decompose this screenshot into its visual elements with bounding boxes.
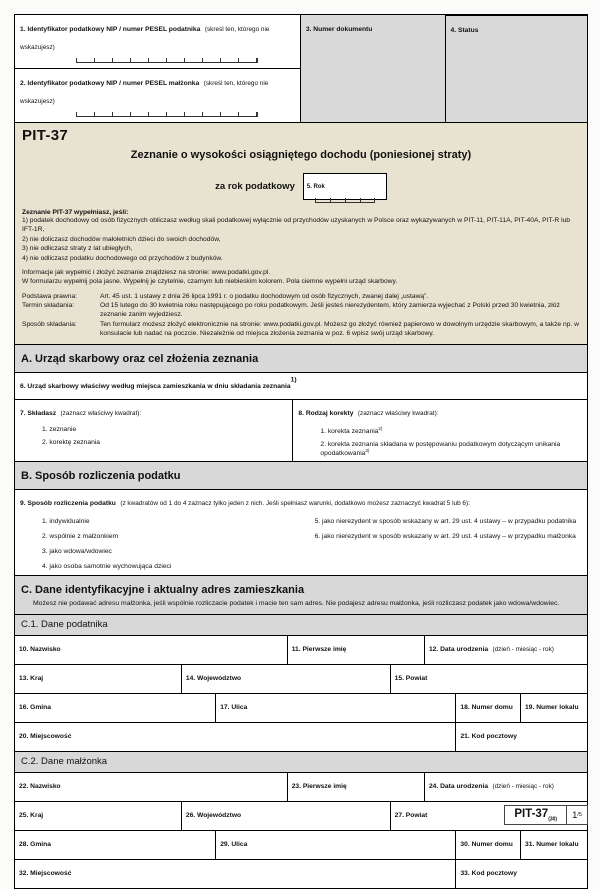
field-2-nip-pesel-malzonka[interactable] (15, 68, 300, 122)
field-16-label: 16. Gmina (19, 704, 51, 712)
field-8-option-korekta[interactable] (320, 426, 582, 435)
field-9-option-nierezydent-malzonek[interactable]: 6. jako nierezydent w sposób wskazany w art. 29 ust. 4 ustawy – w przypadku małżonka (314, 532, 576, 540)
instruction-item-3: 3) nie odliczasz straty z lat ubiegłych, (22, 245, 133, 253)
field-9-hint: (z kwadratów od 1 do 4 zaznacz tylko jeden z nich. Jeśli spełniasz warunki, dodatkowo możesz zaznaczyć kwadrat 5 lub 6): (120, 499, 470, 507)
field-7-option-zeznanie[interactable]: 1. zeznanie (42, 425, 77, 433)
field-21-label: 21. Kod pocztowy (460, 733, 517, 741)
field-2-label: 2. Identyfikator podatkowy NIP / numer PESEL małżonka (20, 80, 200, 87)
field-24-data-urodzenia[interactable] (424, 773, 587, 801)
section-b-header (15, 461, 587, 489)
footer-page-box (567, 805, 588, 825)
c1-row-1 (15, 635, 587, 664)
instruction-item-2: 2) nie doliczasz dochodów małoletnich dzieci do swoich dochodów, (22, 235, 221, 243)
field-28-gmina[interactable] (15, 831, 215, 859)
field-8-option-1-footnote-ref: 2) (378, 425, 383, 431)
field-27-label: 27. Powiat (394, 812, 428, 820)
field-6-urzad-skarbowy[interactable] (15, 372, 587, 399)
field-33-kod-pocztowy[interactable] (455, 860, 587, 888)
field-26-wojewodztwo[interactable] (181, 802, 390, 830)
field-3-numer-dokumentu (300, 15, 445, 122)
field-12-hint: (dzień - miesiąc - rok) (492, 646, 554, 654)
info-line-2: W formularzu wypełnij pola jasne. Wypełnij je czytelnie, czarnym lub niebieskim kolorem. Pola ciemne wypełni urząd skarbowy. (22, 278, 398, 286)
field-9-option-wspolnie[interactable]: 2. wspólnie z małżonkiem (42, 532, 119, 540)
taxpayer-ids-column (15, 15, 300, 122)
section-c-header (15, 575, 587, 615)
c2-row-1 (15, 772, 587, 801)
field-23-pierwsze-imie[interactable] (287, 773, 424, 801)
field-9-option-wdowa[interactable]: 3. jako wdowa/wdowiec (42, 547, 112, 555)
field-9-options-columns (20, 510, 582, 570)
field-11-pierwsze-imie[interactable] (287, 636, 424, 664)
field-30-numer-domu[interactable] (455, 831, 520, 859)
field-24-label: 24. Data urodzenia (428, 783, 489, 791)
field-7-option-korekta[interactable]: 2. korektę zeznania (42, 438, 100, 446)
form-outline (14, 14, 588, 889)
field-11-label: 11. Pierwsze imię (291, 646, 347, 654)
legal-block (22, 292, 580, 339)
section-c2-header: C.2. Dane małżonka (15, 751, 587, 772)
field-8-hint: (zaznacz właściwy kwadrat): (357, 409, 439, 417)
field-32-label: 32. Miejscowość (19, 870, 72, 878)
field-12-label: 12. Data urodzenia (428, 646, 489, 654)
legal-text: Od 15 lutego do 30 kwietnia roku następującego po roku podatkowym. Jeśli jesteś nierezydentem, który zamierza wyjechać z Polski przed 30 kwietnia, złóż zeznanie zanim wyjedziesz. (100, 302, 560, 319)
field-30-label: 30. Numer domu (460, 841, 513, 849)
field-1-hint: (skreśl ten, którego nie wskazujesz) (20, 26, 270, 51)
field-12-data-urodzenia[interactable] (424, 636, 587, 664)
field-18-numer-domu[interactable] (455, 694, 520, 722)
footer-form-code-box (504, 805, 567, 825)
c1-row-3 (15, 693, 587, 722)
field-14-wojewodztwo[interactable] (181, 665, 390, 693)
field-1-label: 1. Identyfikator podatkowy NIP / numer PESEL podatnika (20, 26, 201, 33)
field-3-label: 3. Numer dokumentu (305, 26, 373, 33)
c2-row-4 (15, 859, 587, 888)
field-15-label: 15. Powiat (394, 675, 428, 683)
section-a-header (15, 344, 587, 372)
field-13-kraj[interactable] (15, 665, 181, 693)
field-10-label: 10. Nazwisko (19, 646, 61, 654)
field-9-option-samotnie[interactable]: 4. jako osoba samotnie wychowująca dzieci (42, 562, 172, 570)
field-31-numer-lokalu[interactable] (520, 831, 587, 859)
field-7-skladasz (15, 400, 292, 461)
field-15-powiat[interactable] (390, 665, 587, 693)
field-19-label: 19. Numer lokalu (525, 704, 579, 712)
field-9-options-right (293, 510, 582, 570)
field-20-label: 20. Miejscowość (19, 733, 72, 741)
instructions-intro: Zeznanie PIT-37 wypełniasz, jeśli: (22, 209, 129, 216)
field-2-digit-comb[interactable] (76, 112, 258, 117)
footer-page-number: 1 (572, 809, 578, 821)
section-c1-header: C.1. Dane podatnika (15, 614, 587, 635)
c2-row-3 (15, 830, 587, 859)
field-22-nazwisko[interactable] (15, 773, 287, 801)
field-18-label: 18. Numer domu (460, 704, 513, 712)
field-9-option-nierezydent-podatnik[interactable]: 5. jako nierezydent w sposób wskazany w art. 29 ust. 4 ustawy – w przypadku podatnika (314, 517, 577, 525)
field-26-label: 26. Województwo (185, 812, 242, 820)
field-8-option-2-footnote-ref: 3) (365, 447, 370, 453)
c1-row-4 (15, 722, 587, 751)
field-1-nip-pesel-podatnika[interactable] (15, 15, 300, 68)
field-17-ulica[interactable] (215, 694, 455, 722)
field-8-label: 8. Rodzaj korekty (298, 409, 354, 417)
page-footer (504, 805, 588, 825)
footer-form-code: PIT-37 (514, 808, 549, 820)
field-4-status (445, 15, 587, 122)
field-28-label: 28. Gmina (19, 841, 51, 849)
tax-year-row (22, 173, 580, 200)
field-33-label: 33. Kod pocztowy (460, 870, 517, 878)
field-13-label: 13. Kraj (19, 675, 44, 683)
field-8-option-2-text: 2. korekta zeznania składana w postępowaniu podatkowym dotyczącym unikania opodatkowania (320, 440, 561, 457)
legal-label: Podstawa prawna: (22, 292, 78, 300)
footer-form-variant: (30) (548, 816, 558, 823)
field-5-digit-comb[interactable] (315, 198, 375, 203)
field-5-rok[interactable] (303, 173, 387, 200)
field-8-option-1-text: 1. korekta zeznania (320, 427, 379, 435)
field-21-kod-pocztowy[interactable] (455, 723, 587, 751)
field-7-hint: (zaznacz właściwy kwadrat): (60, 409, 142, 417)
field-8-option-korekta-unikanie[interactable] (320, 441, 582, 457)
field-32-miejscowosc[interactable] (15, 860, 455, 888)
legal-row-sposob-skladania (22, 320, 580, 339)
field-9-option-indywidualnie[interactable]: 1. indywidualnie (42, 517, 90, 525)
legal-text: Ten formularz możesz złożyć elektronicznie na stronie: www.podatki.gov.pl. Możesz go złożyć również papierowo w dowolnym urzędzie skarbowym, a także np. w konsulacie lub nadać na poczcie. Niezależnie od miejsca złożenia zeznania w poz. 6 wpisz swój urząd skarbowy. (100, 320, 579, 338)
c2-row-2 (15, 801, 587, 830)
info-block (22, 268, 580, 287)
field-9-sposob-rozliczenia (15, 489, 587, 575)
field-20-miejscowosc[interactable] (15, 723, 455, 751)
section-a-title: A. Urząd skarbowy oraz cel złożenia zeznania (21, 352, 259, 365)
field-29-label: 29. Ulica (220, 841, 248, 849)
legal-row-termin-skladania (22, 301, 580, 320)
legal-row-podstawa-prawna (22, 292, 580, 301)
field-24-hint: (dzień - miesiąc - rok) (492, 783, 554, 791)
field-19-numer-lokalu[interactable] (520, 694, 587, 722)
identification-strip (15, 15, 587, 122)
field-23-label: 23. Pierwsze imię (291, 783, 347, 791)
field-4-label: 4. Status (450, 27, 479, 34)
field-1-digit-comb[interactable] (76, 58, 258, 63)
legal-text: Art. 45 ust. 1 ustawy z dnia 26 lipca 1991 r. o podatku dochodowym od osób fizycznych, zwanej dalej „ustawą”. (100, 292, 429, 300)
field-25-kraj[interactable] (15, 802, 181, 830)
field-16-gmina[interactable] (15, 694, 215, 722)
tax-year-label: za rok podatkowy (215, 181, 295, 192)
field-5-label: 5. Rok (306, 184, 325, 190)
field-8-rodzaj-korekty (292, 400, 587, 461)
info-line-1: Informacje jak wypełnić i złożyć zeznanie znajdziesz na stronie: www.podatki.gov.pl. (22, 268, 271, 276)
form-code-heading: PIT-37 (22, 127, 68, 144)
section-c-description: Możesz nie podawać adresu małżonka, jeśli wspólnie rozliczacie podatek i macie ten sam adres. Nie podajesz adresu małżonka, jeśli rozliczasz podatek jako wdowa/wdowiec. (33, 599, 560, 607)
legal-label: Sposób składania: (22, 320, 77, 328)
field-2-hint: (skreśl ten, którego nie wskazujesz) (20, 80, 269, 105)
field-9-label: 9. Sposób rozliczenia podatku (20, 499, 116, 507)
section-b-title: B. Sposób rozliczenia podatku (21, 469, 181, 482)
field-9-options-left (20, 510, 293, 570)
field-7-label: 7. Składasz (20, 409, 57, 417)
field-22-label: 22. Nazwisko (19, 783, 61, 791)
form-title: Zeznanie o wysokości osiągniętego dochodu (poniesionej straty) (130, 149, 472, 161)
field-6-label: 6. Urząd skarbowy właściwy według miejsca zamieszkania w dniu składania zeznania (20, 382, 291, 390)
instruction-item-4: 4) nie odliczasz podatku dochodowego od przychodów z budynków. (22, 254, 223, 262)
field-10-nazwisko[interactable] (15, 636, 287, 664)
legal-label: Termin składania: (22, 302, 75, 309)
instruction-item-1: 1) podatek dochodowy od osób fizycznych obliczasz według skali podatkowej wyłącznie od przychodów uzyskanych w Polsce oraz wykazywanych w PIT-11, PIT-11A, PIT-40A, PIT-R lub IFT-1R, (22, 217, 571, 234)
field-17-label: 17. Ulica (220, 704, 248, 712)
field-29-ulica[interactable] (215, 831, 455, 859)
field-25-label: 25. Kraj (19, 812, 44, 820)
field-6-footnote-ref: 1) (290, 376, 297, 384)
field-14-label: 14. Województwo (185, 675, 242, 683)
footer-page-total: /5 (577, 812, 582, 819)
row-fields-7-8 (15, 399, 587, 461)
c1-row-2 (15, 664, 587, 693)
masthead (15, 122, 587, 344)
field-31-label: 31. Numer lokalu (525, 841, 579, 849)
section-c-title: C. Dane identyfikacyjne i aktualny adres zamieszkania (21, 583, 305, 596)
